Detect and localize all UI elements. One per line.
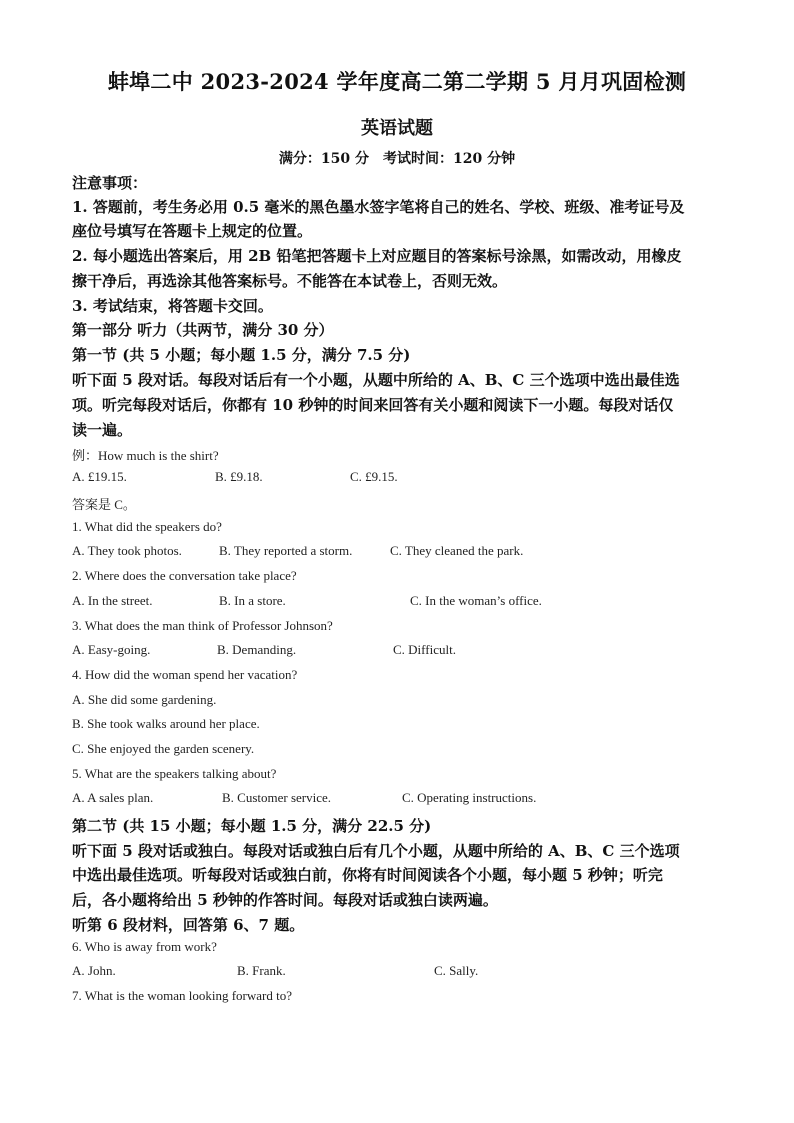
notice-item-2: 2. 每小题选出答案后，用 2B 铅笔把答题卡上对应题目的答案标号涂黑，如需改动，用橡皮 (72, 247, 682, 265)
section1-instructions-end: 读一遍。 (72, 421, 133, 439)
option-b: B. £9.18. (215, 469, 263, 484)
option-a: A. They took photos. (72, 543, 182, 558)
option-c: C. £9.15. (350, 469, 398, 484)
question-2: 2. Where does the conversation take place? (72, 568, 297, 583)
option-b: B. In a store. (219, 593, 286, 608)
option-c: C. They cleaned the park. (390, 543, 524, 558)
option-b: B. Demanding. (217, 642, 297, 657)
question-5-options (72, 790, 732, 808)
example-answer: 答案是 C。 (72, 497, 136, 512)
option-a: A. John. (72, 963, 116, 978)
option-b: B. Customer service. (222, 790, 332, 805)
notice-item-2-cont: 擦干净后，再选涂其他答案标号。不能答在本试卷上，否则无效。 (72, 272, 508, 290)
question-4: 4. How did the woman spend her vacation? (72, 667, 298, 682)
notice-heading: 注意事项： (72, 174, 148, 192)
example-options (72, 469, 732, 487)
exam-title: 蚌埠二中 2023-2024 学年度高二第二学期 5 月月巩固检测 (107, 69, 687, 94)
option-b: B. They reported a storm. (219, 543, 353, 558)
question-2-options (72, 593, 732, 611)
question-6: 6. Who is away from work? (72, 939, 217, 954)
section2-instructions: 听下面 5 段对话或独白。每段对话或独白后有几个小题，从题中所给的 A、B、C 三个选项 (72, 842, 680, 860)
section1-instructions-cont: 项。听完每段对话后，你都有 10 秒钟的时间来回答有关小题和阅读下一小题。每段对话仅 (72, 396, 674, 414)
option-b: B. Frank. (237, 963, 286, 978)
question-1: 1. What did the speakers do? (72, 519, 222, 534)
question-1-options (72, 543, 732, 561)
question-4-option-b: B. She took walks around her place. (72, 716, 260, 731)
notice-item-1-cont: 座位号填写在答题卡上规定的位置。 (72, 222, 313, 240)
option-c: C. Difficult. (393, 642, 456, 657)
option-c: C. Sally. (434, 963, 479, 978)
option-c: C. Operating instructions. (402, 790, 537, 805)
section1-instructions: 听下面 5 段对话。每段对话后有一个小题，从题中所给的 A、B、C 三个选项中选出最佳选 (72, 371, 680, 389)
question-6-options (72, 963, 732, 981)
option-a: A. Easy-going. (72, 642, 151, 657)
question-5: 5. What are the speakers talking about? (72, 766, 277, 781)
section2-instructions-cont: 中选出最佳选项。听每段对话或独白前，你将有时间阅读各个小题，每小题 5 秒钟；听完 (72, 866, 663, 884)
exam-subtitle: 英语试题 (361, 118, 433, 139)
question-4-option-a: A. She did some gardening. (72, 692, 217, 707)
question-4-option-c: C. She enjoyed the garden scenery. (72, 741, 255, 756)
section2-heading: 第二节 (共 15 小题；每小题 1.5 分，满分 22.5 分) (72, 817, 432, 835)
section2-instructions-end: 后，各小题将给出 5 秒钟的作答时间。每段对话或独白读两遍。 (72, 891, 498, 909)
option-a: A. A sales plan. (72, 790, 154, 805)
notice-item-3: 3. 考试结束，将答题卡交回。 (72, 297, 273, 315)
question-3: 3. What does the man think of Professor Johnson? (72, 618, 333, 633)
option-a: A. In the street. (72, 593, 153, 608)
question-7: 7. What is the woman looking forward to? (72, 988, 292, 1003)
material-6-note: 听第 6 段材料，回答第 6、7 题。 (72, 916, 305, 934)
question-3-options (72, 642, 732, 660)
option-a: A. £19.15. (72, 469, 127, 484)
example-question: 例：How much is the shirt? (72, 448, 219, 463)
part1-heading: 第一部分 听力（共两节，满分 30 分） (72, 321, 334, 339)
score-time-line: 满分：150 分 考试时间：120 分钟 (278, 151, 516, 167)
section1-heading: 第一节 (共 5 小题；每小题 1.5 分，满分 7.5 分) (72, 346, 411, 364)
option-c: C. In the woman’s office. (410, 593, 542, 608)
notice-item-1: 1. 答题前，考生务必用 0.5 毫米的黑色墨水签字笔将自己的姓名、学校、班级、准考证号及 (72, 198, 685, 216)
